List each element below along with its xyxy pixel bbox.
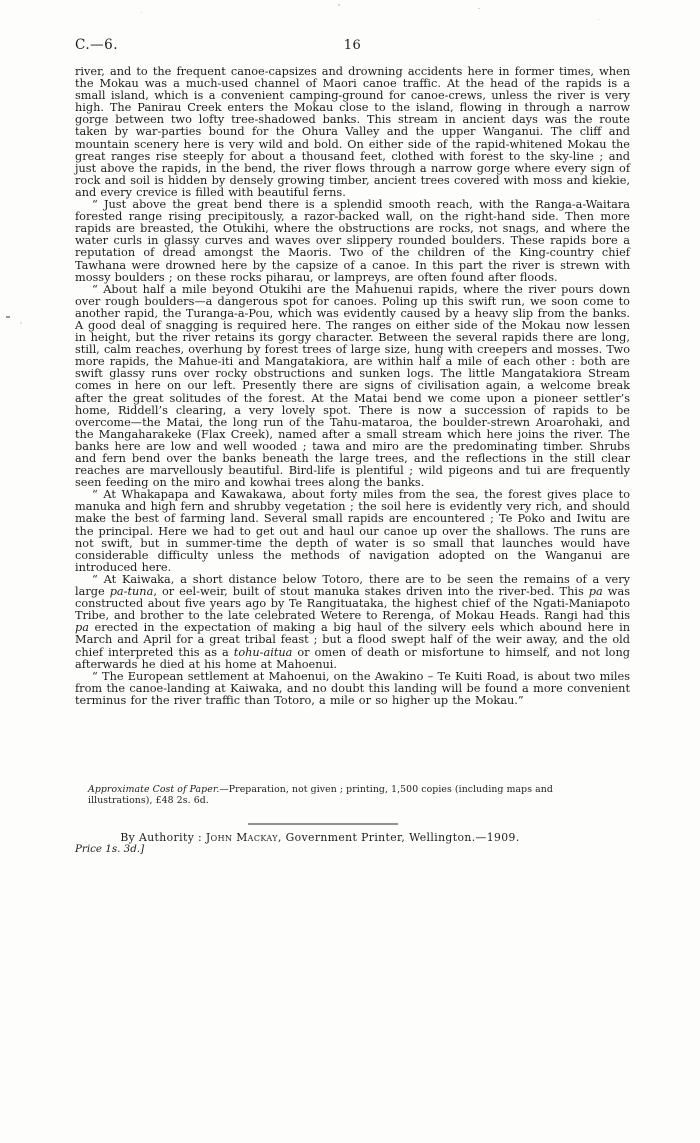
text-run: “ At Whakapapa and Kawakawa, about forty miles from the sea, the forest gives place to manuka and high fern and shrubby vegetation ; the soil here is evidently very rich, and should make the best of farming land. Several small rapids are encountered ; Te Poko and Iwitu are the principal. Here we had to get out and haul our canoe up over the shallows. The runs are not swift, but in summer-time the depth of water is so small that launches would have considerable difficulty unless the methods of navigation adopted on the Wanganui are introduced here. — [75, 488, 630, 574]
text-run: —Preparation, not given ; printing, 1,500 copies (including maps and illustrations), £48 2s. 6d. — [88, 784, 553, 806]
paragraph — [75, 671, 630, 707]
text-run: , Government Printer, Wellington.—1909. — [277, 831, 520, 844]
paragraph — [75, 284, 630, 490]
text-run: tohu-aitua — [233, 645, 293, 659]
text-run: Price 1s. 3d.] — [75, 843, 145, 855]
paragraph — [75, 574, 630, 671]
paragraph — [75, 66, 630, 199]
scan-speck — [338, 4, 340, 6]
text-run: “ The European settlement at Mahoenui, on the Awakino – Te Kuiti Road, is about two miles from the canoe-landing at Kaiwaka, and no doubt this landing will be found a more convenient terminus for the river traffic than Totoro, a mile or so higher up the Mokau.” — [75, 669, 630, 707]
scan-speck — [598, 19, 599, 20]
paragraph — [75, 489, 630, 574]
text-run: , or eel-weir, built of stout manuka stakes driven into the river-bed. This — [153, 585, 589, 599]
page-header — [75, 37, 630, 55]
scan-speck — [20, 322, 22, 324]
text-run: pa — [75, 621, 89, 635]
text-run: or omen of death or misfortune to himself, and not long afterwards he died at his home at Mahoenui. — [75, 645, 630, 671]
paragraph — [75, 199, 630, 284]
document-body — [75, 66, 630, 707]
text-run: “ At Kaiwaka, a short distance below Totoro, there are to be seen the remains of a very large — [75, 572, 630, 599]
cost-of-paper-note — [88, 784, 618, 806]
footer-divider — [248, 823, 398, 825]
text-run: Approximate Cost of Paper. — [88, 784, 220, 795]
text-run: John Mackay — [205, 831, 278, 844]
scan-speck — [478, 8, 480, 9]
text-run: pa — [588, 585, 603, 599]
text-run: was constructed about five years ago by Te Rangituataka, the highest chief of the Ngati-Maniapoto Tribe, and brother to the late celebrated Wetere to Rerenga, of Mokau Heads. Rangi had this — [75, 585, 630, 623]
text-run: By Authority : — [120, 831, 206, 844]
text-run: pa-tuna — [109, 585, 154, 599]
text-run: “ Just above the great bend there is a splendid smooth reach, with the Ranga-a-Waitara forested range rising precipitously, a razor-backed wall, on the right-hand side. Then more rapids are breasted, the Otukihi, where the obstructions are rocks, not snags, and where the water curls in glassy curves and waves over slippery rounded boulders. These rapids bore a reputation of dread amongst the Maoris. Two of the children of the King-country chief Tawhana were drowned here by the capsize of a canoe. In this part the river is strewn with mossy boulders ; on these rocks piharau, or lampreys, are often found after floods. — [75, 198, 630, 284]
scan-speck — [141, 12, 142, 13]
price-note — [75, 843, 144, 855]
authority-imprint — [75, 831, 565, 844]
text-run: river, and to the frequent canoe-capsizes and drowning accidents here in former times, when the Mokau was a much-used channel of Maori canoe traffic. At the head of the rapids is a small island, which is a convenient camping-ground for canoe-crews, unless the river is very high. The Panirau Creek enters the Mokau close to the island, flowing in through a narrow gorge between two lofty tree-shadowed banks. This stream in ancient days was the route taken by war-parties bound for the Ohura Valley and the upper Wanganui. The cliff and mountain scenery here is very wild and bold. On either side of the rapid-whitened Mokau the great ranges rise steeply for about a thousand feet, clothed with forest to the sky-line ; and just above the rapids, in the bend, the river flows through a narrow gorge where every sign of rock and soil is hidden by densely growing timber, ancient trees covered with moss and kiekie, and every crevice is filled with beautiful ferns. — [75, 65, 630, 199]
text-run: “ About half a mile beyond Otukihi are the Mahuenui rapids, where the river pours down over rough boulders—a dangerous spot for canoes. Poling up this swift run, we soon come to another rapid, the Turanga-a-Pou, which was evidently caused by a heavy slip from the banks. A good deal of snagging is required here. The ranges on either side of the Mokau now lessen in height, but the river retains its gorgy character. Between the several rapids there are long, still, calm reaches, overhung by forest trees of large size, hung with creepers and mosses. Two more rapids, the Mahue-iti and Mangatakiora, are within half a mile of each other : both are swift glassy runs over rocky obstructions and sunken logs. The little Mangatakiora Stream comes in here on our left. Presently there are signs of civilisation again, a welcome break after the great solitudes of the forest. At the Matai bend we come upon a pioneer settler’s home, Riddell’s clearing, a very lovely spot. There is now a succession of rapids to be overcome—the Matai, the long run of the Tahu-mataroa, the boulder-strewn Aroarohaki, and the Mangaharakeke (Flax Creek), named after a small stream which here joins the river. The banks here are low and well wooded ; tawa and miro are the predominating timber. Shrubs and fern bend over the banks beneath the large trees, and the reflections in the still clear reaches are marvellously beautiful. Bird-life is plentiful ; wild pigeons and tui are frequently seen feeding on the miro and kowhai trees along the banks. — [75, 282, 630, 490]
page-number: 16 — [343, 38, 362, 53]
text-run: erected in the expectation of making a big haul of the silvery eels which abound here in March and April for a great tribal feast ; but a flood swept half of the weir away, and the old chief interpreted this as a — [75, 621, 630, 659]
document-reference: C.—6. — [75, 37, 119, 53]
scan-speck — [6, 316, 10, 318]
